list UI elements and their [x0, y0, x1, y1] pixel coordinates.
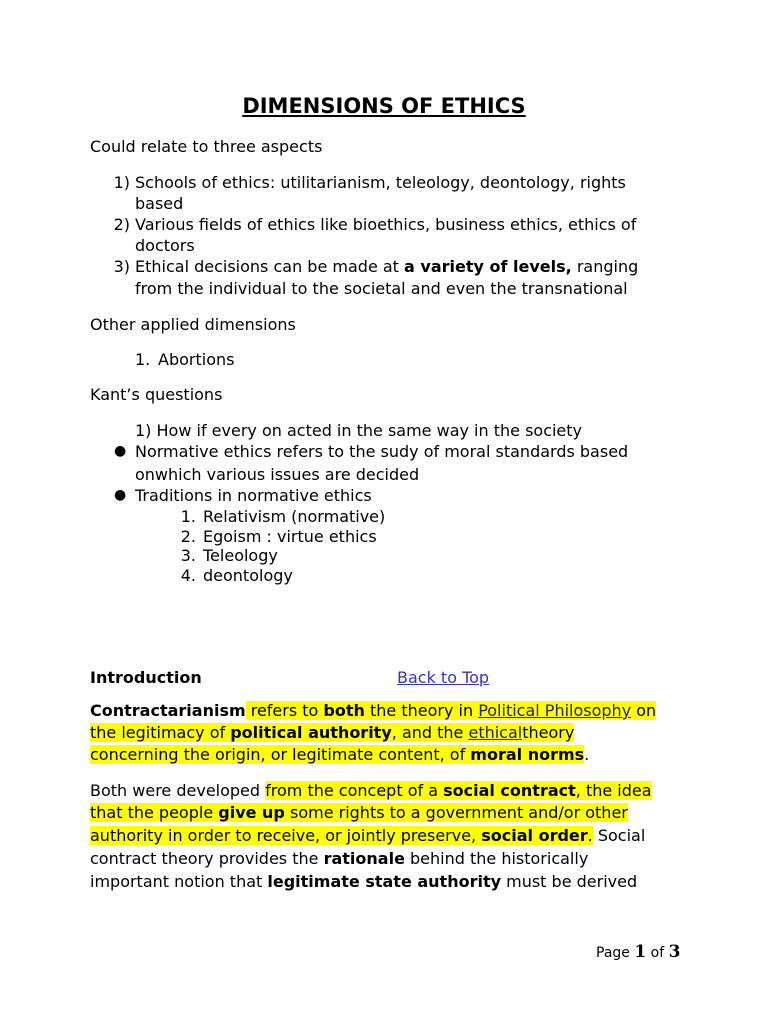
kant-question: 1) How if every on acted in the same way in the society: [135, 421, 583, 440]
paragraph-line: Contractarianism refers to both the theory in Political Philosophy on: [90, 701, 657, 720]
paragraph-line: authority in order to receive, or jointly preserve, social order. Social: [90, 826, 646, 845]
aspect-number: 1): [113, 173, 130, 192]
kant-heading: Kant’s questions: [90, 385, 223, 404]
paragraph-line: that the people give up some rights to a government and/or other: [90, 803, 628, 822]
list-number: 3.: [180, 546, 196, 565]
paragraph-line: important notion that legitimate state authority must be derived: [90, 872, 638, 891]
aspect-text: doctors: [135, 236, 195, 255]
page-number-footer: Page 1 of 3: [596, 942, 681, 962]
aspect-text: based: [135, 194, 184, 213]
other-dimensions-heading: Other applied dimensions: [90, 315, 296, 334]
bullet-text: onwhich various issues are decided: [135, 465, 420, 484]
intro-line: Could relate to three aspects: [90, 137, 323, 156]
paragraph-line: the legitimacy of political authority, and the ethicaltheory: [90, 723, 575, 742]
aspect-text: from the individual to the societal and even the transnational: [135, 279, 628, 298]
paragraph-line: concerning the origin, or legitimate content, of moral norms.: [90, 745, 590, 764]
list-item-text: Relativism (normative): [203, 507, 386, 526]
page-title: DIMENSIONS OF ETHICS: [242, 94, 526, 118]
paragraph-line: contract theory provides the rationale behind the historically: [90, 849, 589, 868]
list-item-text: Egoism : virtue ethics: [203, 527, 377, 546]
list-number: 1.: [135, 350, 151, 369]
paragraph-line: Both were developed from the concept of a social contract, the idea: [90, 781, 652, 800]
list-item-text: deontology: [203, 566, 293, 585]
bullet-icon: ●: [114, 487, 127, 503]
bullet-text: Traditions in normative ethics: [135, 486, 372, 505]
section-heading: Introduction: [90, 668, 202, 687]
aspect-text: Various fields of ethics like bioethics, business ethics, ethics of: [135, 215, 637, 234]
bullet-icon: ●: [114, 443, 127, 459]
list-item-text: Abortions: [158, 350, 235, 369]
back-to-top-link[interactable]: Back to Top: [397, 668, 490, 687]
aspect-text: Ethical decisions can be made at a variety of levels, ranging: [135, 257, 639, 276]
aspect-text: Schools of ethics: utilitarianism, teleology, deontology, rights: [135, 173, 626, 192]
aspect-number: 2): [113, 215, 130, 234]
ethical-link[interactable]: ethical: [468, 723, 523, 742]
aspect-number: 3): [113, 257, 130, 276]
bullet-text: Normative ethics refers to the sudy of moral standards based: [135, 442, 629, 461]
list-number: 2.: [180, 527, 196, 546]
political-philosophy-link[interactable]: Political Philosophy: [478, 701, 632, 720]
list-number: 4.: [180, 566, 196, 585]
list-number: 1.: [180, 507, 196, 526]
list-item-text: Teleology: [203, 546, 278, 565]
